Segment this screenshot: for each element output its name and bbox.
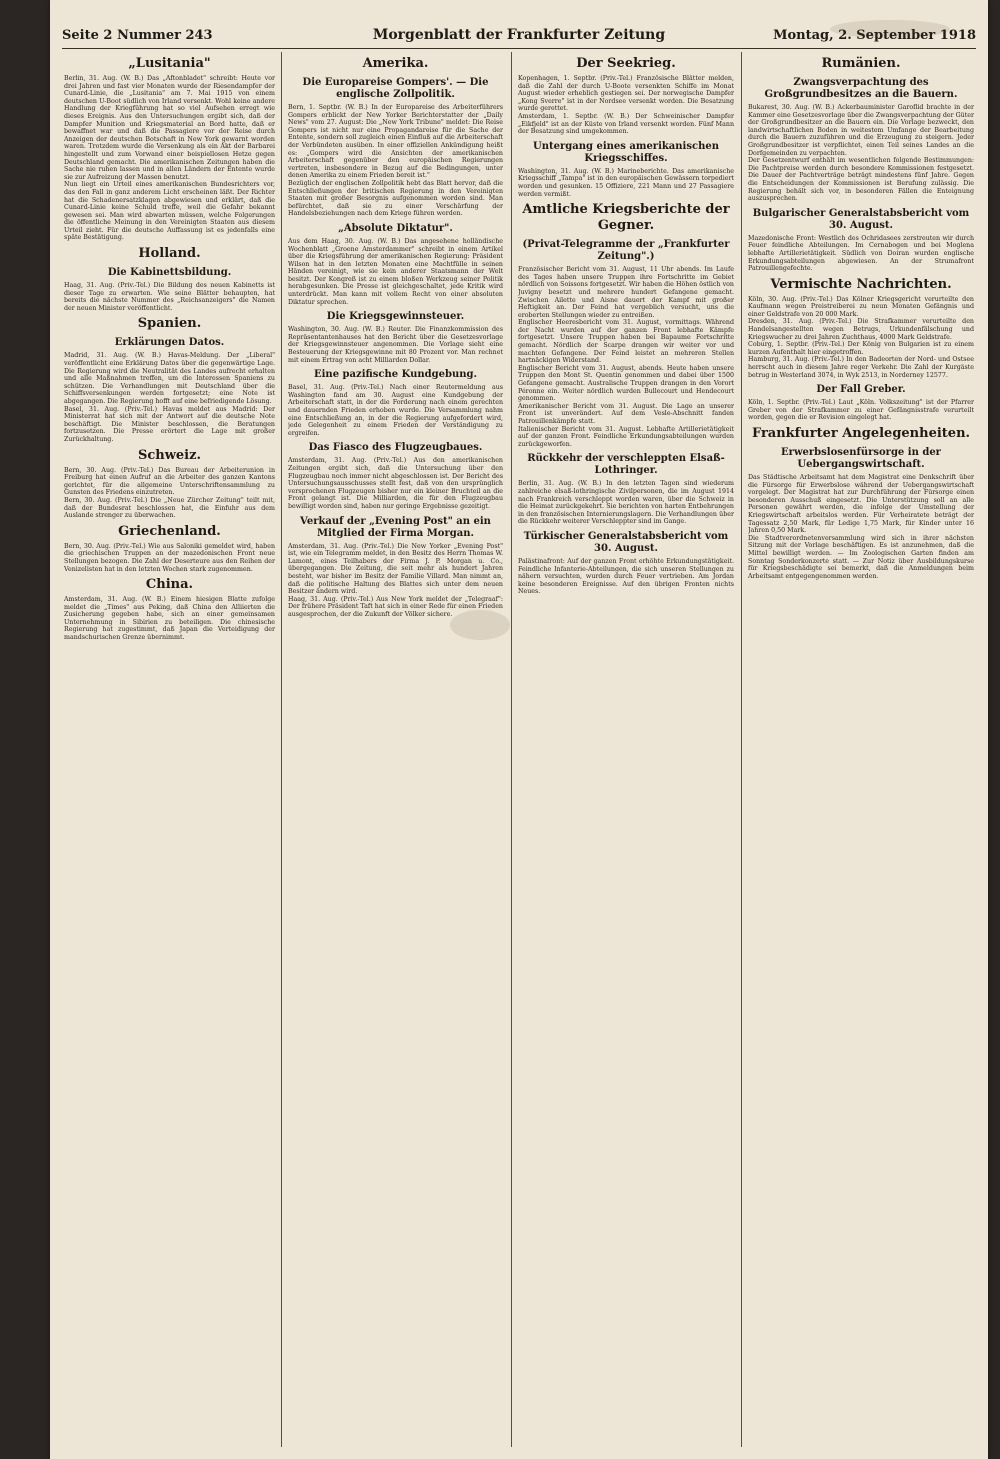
article-paragraph: Kopenhagen, 1. Septbr. (Priv.-Tel.) Französische Blätter melden, daß die Zahl der durch U-Boote versenkten Schiffe im Monat August wieder erheblich gestiegen sei. Der norwegische Dampfer „Kong Sverre" ist in der Nordsee versenkt worden. Die Besatzung wurde gerettet.: [518, 75, 734, 113]
article-headline: Erklärungen Datos.: [114, 337, 225, 349]
article-paragraph: Bukarest, 30. Aug. (W. B.) Ackerbauminister Garoflid brachte in der Kammer eine Gesetzesvorlage über die Zwangsverpachtung der Güter der Großgrundbesitzer an die Bauern ein. Die Vorlage bezweckt, den landwirtschaftlichen Boden in weitestem Umfange der Bearbeitung durch die Bauern zuzuführen und die Erzeugung zu steigern. Jeder Großgrundbesitzer ist verpflichtet, einen Teil seines Landes an die Dorfgemeinden zu verpachten.: [748, 104, 974, 157]
article-paragraph: Bern, 30. Aug. (Priv.-Tel.) Das Bureau der Arbeiterunion in Freiburg hat einen Aufruf an die Arbeiter des ganzen Kantons gerichtet, für die allgemeine Unterschriftensammlung zu Gunsten des Friedens einzutreten.: [64, 466, 275, 497]
article-paragraph: Italienischer Bericht vom 31. August. Lebhafte Artillerietätigkeit auf der ganzen Front. Feindliche Erkundungsabteilungen wurden zurückgeworfen.: [518, 425, 734, 448]
section-heading: Holland.: [138, 246, 201, 262]
article-paragraph: Aus dem Haag, 30. Aug. (W. B.) Das angesehene holländische Wochenblatt „Groene Amsterdammer" schreibt in einem Artikel über die Kriegsführung der amerikanischen Regierung: Präsident Wilson hat in den letzten Monaten eine Machtfülle in seinen Händen vereinigt, wie sie kein anderer Staatsmann der Welt besitzt. Der Kongreß ist zu einem bloßen Werkzeug seiner Politik herabgesunken. Die Presse ist gleichgeschaltet, jede Kritik wird unterdrückt. Man kann mit vollem Recht von einer absoluten Diktatur sprechen.: [288, 237, 503, 306]
article-paragraph: Washington, 30. Aug. (W. B.) Reuter. Die Finanzkommission des Repräsentantenhauses hat den Bericht über die Gesetzesvorlage der Kriegsgewinnsteuer angenommen. Die Vorlage sieht eine Besteuerung der Kriegsgewinne mit 80 Prozent vor. Man rechnet mit einem Ertrag von acht Milliarden Dollar.: [288, 326, 503, 364]
section-heading: Amerika.: [362, 56, 429, 71]
column-4: [748, 52, 974, 1447]
article-paragraph: Bern, 1. Septbr. (W. B.) In der Europareise des Arbeiterführers Gompers erblickt der New Yorker Berichterstatter der „Daily News" vom 27. August: Die „New York Tribune" meldet: Die Reise Gompers ist nicht nur eine Propagandareise für die Sache der Entente, sondern soll zugleich einen Einfluß auf die Arbeiterschaft der Verbündeten ausüben. In einer offiziellen Ankündigung heißt es: „Gompers wird die Ansichten der amerikanischen Arbeiterschaft gegenüber den europäischen Regierungen vertreten, insbesondere in Bezug auf die Bedingungen, unter denen Amerika zu einem Frieden bereit ist.": [288, 104, 503, 180]
article-headline: Der Fall Greber.: [816, 384, 906, 396]
section-heading: „Lusitania": [128, 56, 211, 71]
section-heading: Frankfurter Angelegenheiten.: [751, 426, 971, 441]
article-headline: Die Kabinettsbildung.: [107, 267, 232, 279]
article-paragraph: Coburg, 1. Septbr. (Priv.-Tel.) Der König von Bulgarien ist zu einem kurzen Aufenthalt hier eingetroffen.: [748, 341, 974, 356]
column-1: [64, 52, 275, 1447]
article-headline: Rückkehr der verschleppten Elsaß-Lothringer.: [527, 453, 725, 477]
article-paragraph: Amsterdam, 31. Aug. (Priv.-Tel.) Die New Yorker „Evening Post" ist, wie ein Telegramm meldet, in den Besitz des Herrn Thomas W. Lamont, eines Teilhabers der Firma J. P. Morgan u. Co., übergegangen. Die Zeitung, die seit mehr als hundert Jahren besteht, war bisher im Besitz der Familie Villard. Man nimmt an, daß die politische Haltung des Blattes sich unter dem neuen Besitzer ändern wird.: [288, 542, 503, 596]
article-headline: (Privat-Telegramme der „Frankfurter Zeitung".): [522, 239, 730, 263]
article-paragraph: Köln, 1. Septbr. (Priv.-Tel.) Laut „Köln. Volkszeitung" ist der Pfarrer Greber von der Strafkammer zu einer Gefängnisstrafe verurteilt worden, gegen die er Revision eingelegt hat.: [748, 399, 974, 422]
article-paragraph: Amerikanischer Bericht vom 31. August. Die Lage an unserer Front ist unverändert. Auf dem Vesle-Abschnitt fanden Patrouillenkämpfe statt.: [518, 402, 734, 425]
section-heading: Der Seekrieg.: [576, 56, 676, 71]
article-paragraph: Die Stadtverordnetenversammlung wird sich in ihrer nächsten Sitzung mit der Vorlage beschäftigen. Es ist anzunehmen, daß die Mittel bewilligt werden. — Im Zoologischen Garten finden am Sonntag Sonderkonzerte statt. — Zur Notiz über Ausbildungskurse für Kriegsbeschädigte sei bemerkt, daß die Anmeldungen beim Arbeitsamt entgegengenommen werden.: [748, 534, 974, 580]
article-paragraph: Bezüglich der englischen Zollpolitik hebt das Blatt hervor, daß die Entschließungen der britischen Regierung in den Vereinigten Staaten mit großer Besorgnis aufgenommen worden sind. Man befürchtet, daß sie zu einer Verschärfung der Handelsbeziehungen nach dem Kriege führen werden.: [288, 179, 503, 218]
article-paragraph: Das Städtische Arbeitsamt hat dem Magistrat eine Denkschrift über die Fürsorge für Erwerbslose während der Uebergangswirtschaft vorgelegt. Der Magistrat hat zur Durchführung der Fürsorge einen besonderen Ausschuß eingesetzt. Die Unterstützung soll an alle Personen gewährt werden, die infolge der Umstellung der Kriegswirtschaft arbeitslos werden. Für Verheiratete beträgt der Tagessatz 2,50 Mark, für Ledige 1,75 Mark, für Kinder unter 16 Jahren 0,50 Mark.: [748, 474, 974, 535]
article-paragraph: Berlin, 31. Aug. (W. B.) In den letzten Tagen sind wiederum zahlreiche elsaß-lothringische Zivilpersonen, die im August 1914 nach Frankreich verschleppt worden waren, über die Schweiz in die Heimat zurückgekehrt. Sie berichten von harten Entbehrungen in den französischen Internierungslagern. Die Verhandlungen über die Rückkehr weiterer Verschleppter sind im Gange.: [518, 480, 734, 526]
article-paragraph: Der Gesetzentwurf enthält im wesentlichen folgende Bestimmungen: Die Pachtpreise werden durch besondere Kommissionen festgesetzt. Die Dauer der Pachtverträge beträgt mindestens fünf Jahre. Gegen die Entscheidungen der Kommissionen ist Berufung zulässig. Die Regierung behält sich vor, in besonderen Fällen die Enteignung auszusprechen.: [748, 157, 974, 203]
article-paragraph: Bern, 30. Aug. (Priv.-Tel.) Die „Neue Zürcher Zeitung" teilt mit, daß der Bundesrat beschlossen hat, die Einfuhr aus dem Auslande strenger zu überwachen.: [64, 496, 275, 520]
column-rule: [741, 52, 742, 1447]
article-paragraph: Haag, 31. Aug. (Priv.-Tel.) Aus New York meldet der „Telegraaf": Der frühere Präsident Taft hat sich in einer Rede für einen Frieden ausgesprochen, der die Zukunft der Völker sichere.: [288, 595, 503, 618]
article-paragraph: Madrid, 31. Aug. (W. B.) Havas-Meldung. Der „Liberal" veröffentlicht eine Erklärung Datos über die gegenwärtige Lage. Die Regierung wird die Neutralität des Landes aufrecht erhalten und alle Maßnahmen treffen, um die Interessen Spaniens zu schützen. Die Verhandlungen mit Deutschland über die Schiffsversenkungen werden fortgesetzt; eine Note ist abgegangen. Die Regierung hofft auf eine befriedigende Lösung.: [64, 352, 275, 405]
paper-stain: [830, 20, 950, 38]
article-headline: Die Europareise Gompers'. — Die englische Zollpolitik.: [302, 77, 489, 100]
article-paragraph: Amsterdam, 1. Septbr. (W. B.) Der Schweinischer Dampfer „Eikfjeld" ist an der Küste von Irland versenkt worden. Fünf Mann der Besatzung sind umgekommen.: [518, 112, 734, 136]
article-headline: Eine pazifische Kundgebung.: [314, 369, 477, 381]
section-heading: Spanien.: [137, 316, 202, 332]
article-paragraph: Amsterdam, 31. Aug. (Priv.-Tel.) Aus den amerikanischen Zeitungen ergibt sich, daß die Untersuchung über den Flugzeugbau noch immer nicht abgeschlossen ist. Der Bericht des Untersuchungsausschusses stellt fest, daß von den ursprünglich versprochenen Flugzeugen bisher nur ein kleiner Bruchteil an die Front gelangt ist. Die Milliarden, die für den Flugzeugbau bewilligt worden sind, haben nur geringe Ergebnisse gezeitigt.: [288, 457, 503, 510]
article-paragraph: Englischer Bericht vom 31. August, abends. Heute haben unsere Truppen den Mont St. Quentin genommen und dabei über 1500 Gefangene gemacht. Australische Truppen drangen in den Vorort Péronne ein. Weiter nördlich wurden Bullecourt und Hendecourt genommen.: [518, 364, 734, 403]
article-headline: „Absolute Diktatur".: [338, 222, 453, 234]
section-heading: Griechenland.: [118, 523, 221, 539]
article-paragraph: Amsterdam, 31. Aug. (W. B.) Einem hiesigen Blatte zufolge meldet die „Times" aus Peking, daß China den Alliierten die Zusicherung gegeben habe, sich an einer gemeinsamen Unternehmung in Sibirien zu beteiligen. Die chinesische Regierung hat zugestimmt, daß Japan die Verteidigung der mandschurischen Grenze übernimmt.: [64, 596, 275, 642]
article-paragraph: Dresden, 31. Aug. (Priv.-Tel.) Die Strafkammer verurteilte den Handelsangestellten wegen Betrugs, Urkundenfälschung und Kriegswucher zu drei Jahren Zuchthaus, 4000 Mark Geldstrafe.: [748, 318, 974, 341]
article-paragraph: Washington, 31. Aug. (W. B.) Marineberichte. Das amerikanische Kriegsschiff „Tampa" ist in den europäischen Gewässern torpediert worden und gesunken. 15 Offiziere, 221 Mann und 27 Passagiere werden vermißt.: [518, 167, 734, 198]
article-paragraph: Berlin, 31. Aug. (W. B.) Das „Aftonbladet" schreibt: Heute vor drei Jahren und fast vier Monaten wurde der Riesendampfer der Cunard-Linie, die „Lusitania" am 7. Mai 1915 von einem deutschen U-Boot südlich von Irland versenkt. Wohl keine andere Handlung der Kriegführung hat so viel Aufsehen erregt wie dieses Ereignis. Aus den Untersuchungen ergibt sich, daß der Dampfer Munition und Kriegsmaterial an Bord hatte, daß er bewaffnet war und daß die Passagiere vor der Reise durch Anzeigen der deutschen Botschaft in New York gewarnt worden waren. Trotzdem wurde die Versenkung als ein Akt der Barbarei hingestellt und zum Vorwand einer beispiellosen Hetze gegen Deutschland gemacht. Die amerikanischen Zeitungen haben die Sache nie ruhen lassen und in allen Ländern der Entente wurde sie zur Aufreizung der Massen benutzt.: [64, 75, 275, 181]
section-heading: Rumänien.: [821, 56, 901, 71]
article-paragraph: Haag, 31. Aug. (Priv.-Tel.) Die Bildung des neuen Kabinetts ist dieser Tage zu erwarten. Wie seine Blätter behaupten, hat bereits die nächste Nummer des „Reichsanzeigers" die Namen der neuen Minister veröffentlicht.: [64, 282, 275, 312]
article-headline: Bulgarischer Generalstabsbericht vom 30. August.: [752, 207, 970, 231]
article-headline: Zwangsverpachtung des Großgrundbesitzes an die Bauern.: [764, 77, 958, 100]
newspaper-page: [50, 0, 988, 1459]
page-number: Seite 2 Nummer 243: [62, 28, 213, 43]
article-headline: Das Fiasco des Flugzeugbaues.: [308, 442, 483, 454]
article-paragraph: Palästinafront: Auf der ganzen Front erhöhte Erkundungstätigkeit. Feindliche Infanterie-Abteilungen, die sich unseren Stellungen zu nähern versuchten, wurden durch Feuer vertrieben. Am Jordan keine besonderen Ereignisse. Auf den übrigen Fronten nichts Neues.: [518, 557, 734, 596]
section-heading: Vermischte Nachrichten.: [770, 276, 952, 292]
article-headline: Erwerbslosenfürsorge in der Uebergangswirtschaft.: [781, 447, 941, 470]
section-heading: Amtliche Kriegsberichte der Gegner.: [522, 202, 730, 234]
column-2: [288, 52, 503, 1447]
article-headline: Türkischer Generalstabsbericht vom 30. August.: [523, 530, 729, 554]
article-headline: Untergang eines amerikanischen Kriegsschiffes.: [533, 140, 719, 164]
article-headline: Die Kriegsgewinnsteuer.: [326, 311, 465, 323]
issue-date: Montag, 2. September 1918: [773, 28, 976, 43]
article-paragraph: Basel, 31. Aug. (Priv.-Tel.) Nach einer Reutermeldung aus Washington fand am 30. August eine Kundgebung der Arbeiterschaft statt, in der die Forderung nach einem gerechten und dauernden Frieden erhoben wurde. Die Versammlung nahm eine Entschließung an, in der die Regierung aufgefordert wird, jede Gelegenheit zu einem Frieden der Verständigung zu ergreifen.: [288, 384, 503, 437]
article-paragraph: Nun liegt ein Urteil eines amerikanischen Bundesrichters vor, das den Fall in ganz anderem Licht erscheinen läßt. Der Richter hat die Schadenersatzklagen abgewiesen und erklärt, daß die Cunard-Linie keine Schuld treffe, weil die Gefahr bekannt gewesen sei. Man wird abwarten müssen, welche Folgerungen die öffentliche Meinung in den Vereinigten Staaten aus diesem Urteil zieht. Für die deutsche Auffassung ist es jedenfalls eine späte Bestätigung.: [64, 181, 275, 242]
article-paragraph: Köln, 30. Aug. (Priv.-Tel.) Das Kölner Kriegsgericht verurteilte den Kaufmann wegen Preistreiberei zu neun Monaten Gefängnis und einer Geldstrafe von 20 000 Mark.: [748, 295, 974, 318]
article-paragraph: Bern, 30. Aug. (Priv.-Tel.) Wie aus Saloniki gemeldet wird, haben die griechischen Truppen an der mazedonischen Front neue Stellungen bezogen. Die Zahl der Deserteure aus den Reihen der Venizelisten hat in den letzten Wochen stark zugenommen.: [64, 542, 275, 573]
column-3: [518, 52, 734, 1447]
newspaper-title: Morgenblatt der Frankfurter Zeitung: [372, 27, 666, 43]
article-paragraph: Basel, 31. Aug. (Priv.-Tel.) Havas meldet aus Madrid: Der Ministerrat hat sich mit der Antwort auf die deutsche Note beschäftigt. Die Minister beschlossen, die Beratungen fortzusetzen. Die Presse erörtert die Lage mit großer Zurückhaltung.: [64, 405, 275, 443]
section-heading: Schweiz.: [137, 447, 202, 463]
paper-stain: [450, 610, 510, 640]
article-paragraph: Französischer Bericht vom 31. August, 11 Uhr abends. Im Laufe des Tages haben unsere Truppen ihre Fortschritte im Gebiet nördlich von Soissons fortgesetzt. Wir haben die Höhen östlich von Juvigny besetzt und mehrere hundert Gefangene gemacht. Zwischen Ailette und Aisne dauert der Kampf mit großer Heftigkeit an. Der Feind hat vergeblich versucht, uns die eroberten Stellungen wieder zu entreißen.: [518, 266, 734, 319]
article-paragraph: Mazedonische Front: Westlich des Ochridasees zerstreuten wir durch Feuer feindliche Abteilungen. Im Cernabogen und bei Moglena lebhafte Artillerietätigkeit. Südlich von Doiran wurden englische Erkundungsabteilungen abgewiesen. An der Strumafront Patrouillengefechte.: [748, 234, 974, 273]
section-heading: China.: [145, 577, 194, 593]
column-rule: [281, 52, 282, 1447]
column-rule: [511, 52, 512, 1447]
article-headline: Verkauf der „Evening Post" an ein Mitglied der Firma Morgan.: [300, 515, 491, 539]
article-paragraph: Hamburg, 31. Aug. (Priv.-Tel.) In den Badeorten der Nord- und Ostsee herrscht auch in diesem Jahre reger Verkehr. Die Zahl der Kurgäste betrug in Westerland 3074, in Wyk 2513, in Norderney 12577.: [748, 356, 974, 379]
article-paragraph: Englischer Heeresbericht vom 31. August, vormittags. Während der Nacht wurden auf der ganzen Front lebhafte Kämpfe fortgesetzt. Unsere Truppen haben bei Bapaume Fortschritte gemacht. Nördlich der Scarpe drangen wir weiter vor und machten Gefangene. Der Feind leistet an mehreren Stellen hartnäckigen Widerstand.: [518, 319, 734, 365]
